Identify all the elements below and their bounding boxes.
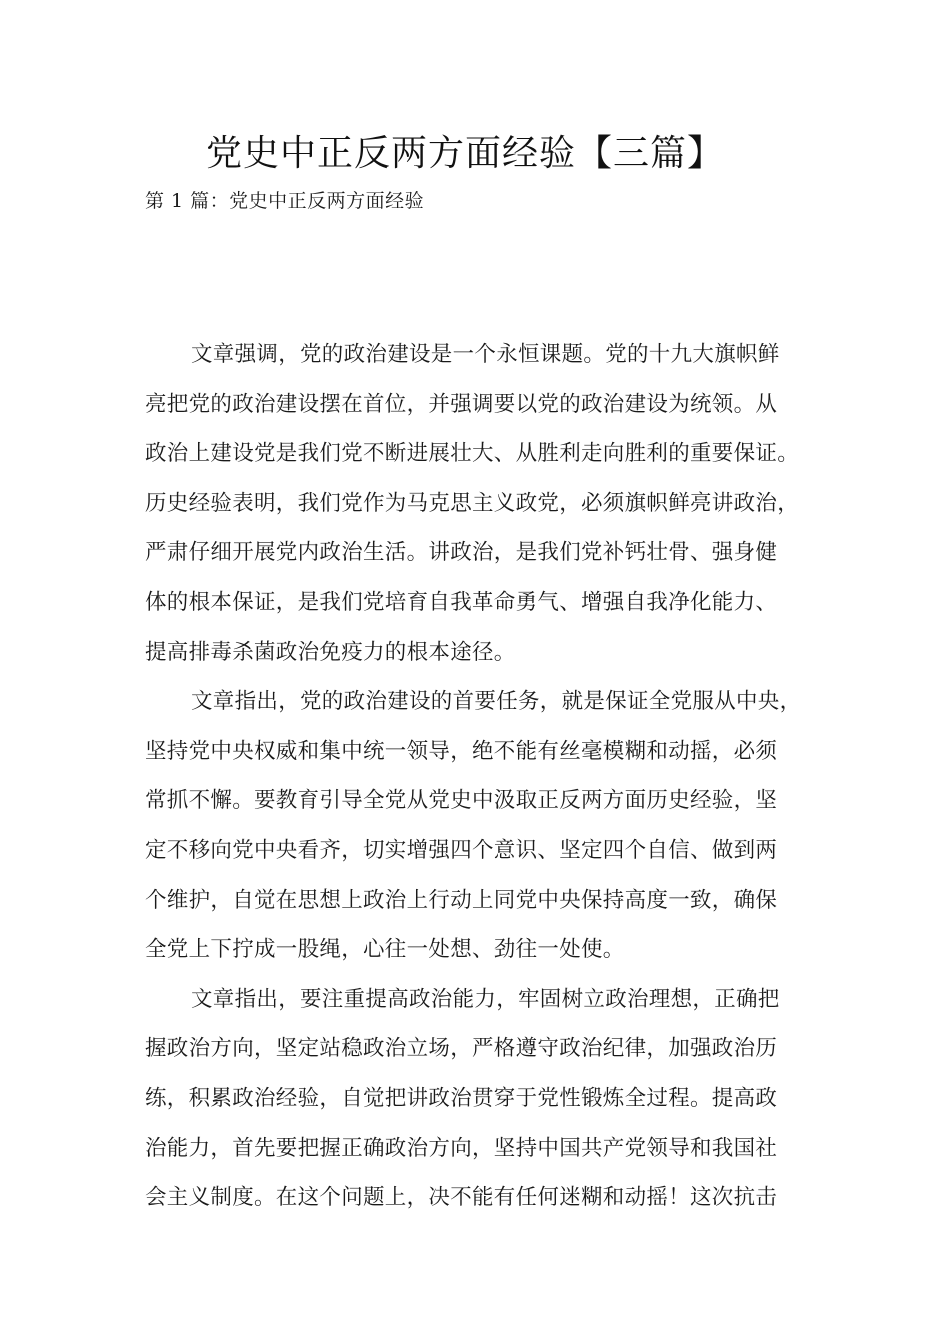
paragraph-line: 个维护，自觉在思想上政治上行动上同党中央保持高度一致，确保 xyxy=(145,887,778,913)
paragraph-line: 练，积累政治经验，自觉把讲政治贯穿于党性锻炼全过程。提高政 xyxy=(145,1085,778,1111)
document-subtitle: 第 1 篇：党史中正反两方面经验 xyxy=(145,190,425,212)
paragraph-line: 治能力，首先要把握正确政治方向，坚持中国共产党领导和我国社 xyxy=(145,1135,778,1161)
paragraph-line: 定不移向党中央看齐，切实增强四个意识、坚定四个自信、做到两 xyxy=(145,837,778,863)
paragraph-2 xyxy=(145,677,813,975)
paragraph-line: 提高排毒杀菌政治免疫力的根本途径。 xyxy=(145,639,516,665)
paragraph-line: 握政治方向，坚定站稳政治立场，严格遵守政治纪律，加强政治历 xyxy=(145,1036,778,1062)
document-body xyxy=(145,330,813,1223)
paragraph-line: 全党上下拧成一股绳，心往一处想、劲往一处使。 xyxy=(145,937,625,963)
paragraph-line: 亮把党的政治建设摆在首位，并强调要以党的政治建设为统领。从 xyxy=(145,391,778,417)
paragraph-3 xyxy=(145,975,813,1223)
paragraph-line: 文章指出，要注重提高政治能力，牢固树立政治理想，正确把 xyxy=(191,986,780,1012)
paragraph-line: 体的根本保证，是我们党培育自我革命勇气、增强自我净化能力、 xyxy=(145,589,778,615)
paragraph-line: 文章指出，党的政治建设的首要任务，就是保证全党服从中央， xyxy=(191,689,802,715)
paragraph-line: 会主义制度。在这个问题上，决不能有任何迷糊和动摇！这次抗击 xyxy=(145,1185,778,1211)
paragraph-line: 政治上建设党是我们党不断进展壮大、从胜利走向胜利的重要保证。 xyxy=(145,441,800,467)
paragraph-line: 历史经验表明，我们党作为马克思主义政党，必须旗帜鲜亮讲政治， xyxy=(145,490,800,516)
paragraph-line: 坚持党中央权威和集中统一领导，绝不能有丝毫模糊和动摇，必须 xyxy=(145,738,778,764)
paragraph-line: 严肃仔细开展党内政治生活。讲政治，是我们党补钙壮骨、强身健 xyxy=(145,540,778,566)
paragraph-line: 常抓不懈。要教育引导全党从党史中汲取正反两方面历史经验，坚 xyxy=(145,788,778,814)
document-title: 党史中正反两方面经验【三篇】 xyxy=(205,133,724,174)
paragraph-1 xyxy=(145,330,813,677)
paragraph-line: 文章强调，党的政治建设是一个永恒课题。党的十九大旗帜鲜 xyxy=(191,342,780,367)
